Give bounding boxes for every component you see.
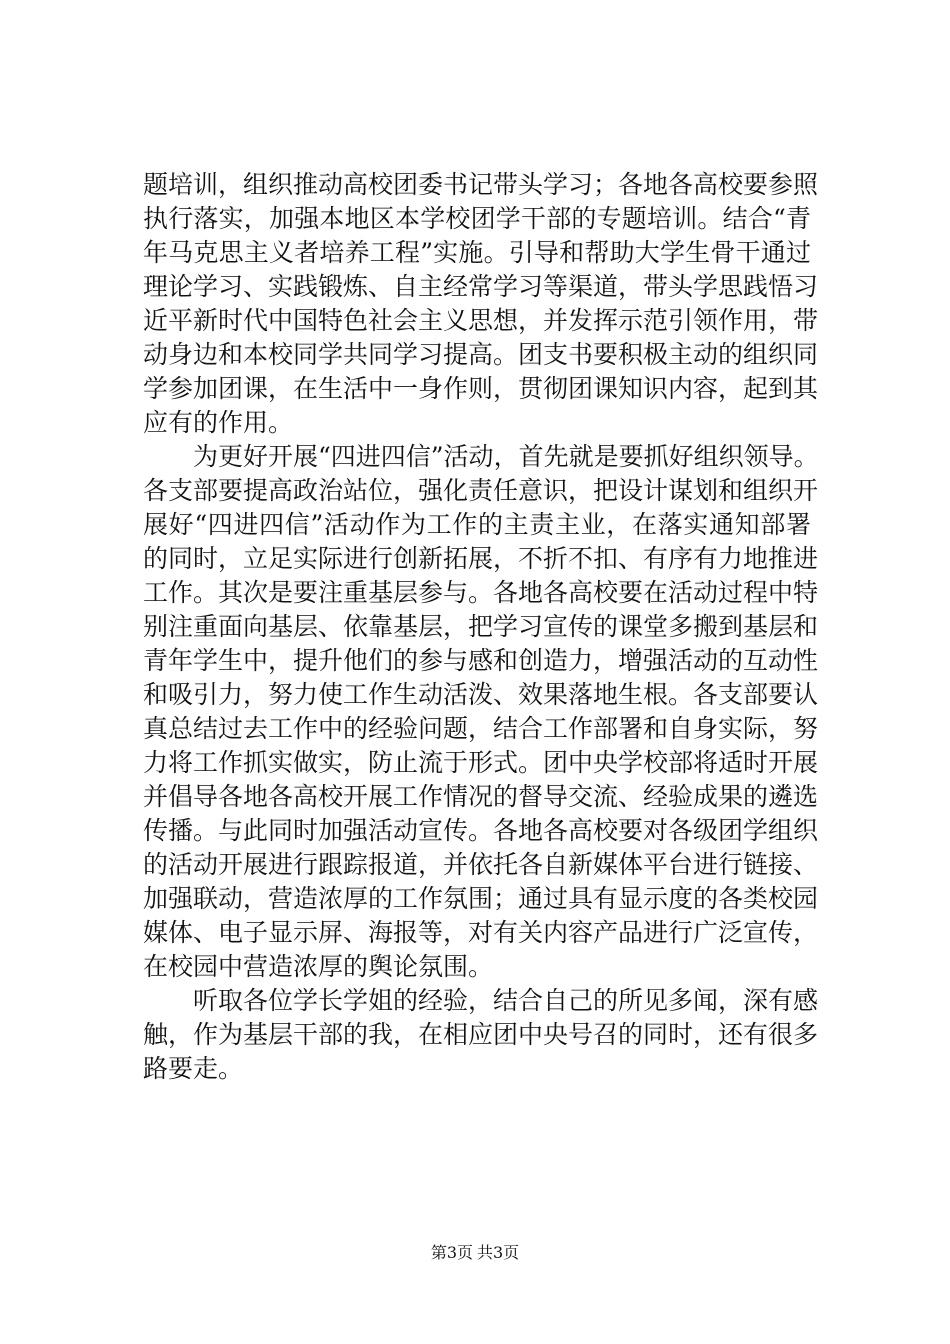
paragraph-3 (143, 984, 819, 1086)
text-line: 执行落实，加强本地区本学校团学干部的专题培训。结合“青 (143, 204, 811, 233)
page-number-total: 共3页 (477, 1243, 520, 1262)
text-line: 媒体、电子显示屏、海报等，对有关内容产品进行广泛宣传， (143, 918, 819, 947)
text-line: 年马克思主义者培养工程”实施。引导和帮助大学生骨干通过 (143, 238, 811, 267)
text-line: 动身边和本校同学共同学习提高。团支书要积极主动的组织同 (143, 340, 819, 369)
text-line: 听取各位学长学姐的经验，结合自己的所见多闻，深有感 (193, 986, 819, 1015)
text-line: 和吸引力，努力使工作生动活泼、效果落地生根。各支部要认 (143, 680, 819, 709)
text-line: 近平新时代中国特色社会主义思想，并发挥示范引领作用，带 (143, 306, 819, 335)
text-line: 并倡导各地各高校开展工作情况的督导交流、经验成果的遴选 (143, 782, 819, 811)
text-line: 工作。其次是要注重基层参与。各地各高校要在活动过程中特 (143, 578, 819, 607)
text-line: 触，作为基层干部的我，在相应团中央号召的同时，还有很多 (143, 1020, 819, 1049)
text-line: 学参加团课，在生活中一身作则，贯彻团课知识内容，起到其 (143, 374, 819, 403)
page-footer (0, 1243, 950, 1263)
text-line: 展好“四进四信”活动作为工作的主责主业，在落实通知部署 (143, 510, 811, 539)
text-line: 各支部要提高政治站位，强化责任意识，把设计谋划和组织开 (143, 476, 819, 505)
text-line: 别注重面向基层、依靠基层，把学习宣传的课堂多搬到基层和 (143, 612, 819, 641)
text-line: 力将工作抓实做实，防止流于形式。团中央学校部将适时开展 (143, 748, 819, 777)
text-line: 在校园中营造浓厚的舆论氛围。 (143, 952, 494, 981)
page-number-current: 第3页 (430, 1243, 473, 1262)
text-line: 的同时，立足实际进行创新拓展，不折不扣、有序有力地推进 (143, 544, 819, 573)
paragraph-2 (143, 440, 819, 984)
text-line: 为更好开展“四进四信”活动，首先就是要抓好组织领导。 (193, 442, 819, 471)
text-line: 加强联动，营造浓厚的工作氛围；通过具有显示度的各类校园 (143, 884, 819, 913)
text-line: 理论学习、实践锻炼、自主经常学习等渠道，带头学思践悟习 (143, 272, 819, 301)
text-line: 真总结过去工作中的经验问题，结合工作部署和自身实际，努 (143, 714, 819, 743)
text-line: 青年学生中，提升他们的参与感和创造力，增强活动的互动性 (143, 646, 819, 675)
text-line: 的活动开展进行跟踪报道，并依托各自新媒体平台进行链接、 (143, 850, 819, 879)
text-line: 题培训，组织推动高校团委书记带头学习；各地各高校要参照 (143, 170, 819, 199)
text-line: 路要走。 (143, 1054, 244, 1083)
paragraph-1 (143, 168, 819, 440)
text-line: 传播。与此同时加强活动宣传。各地各高校要对各级团学组织 (143, 816, 819, 845)
text-line: 应有的作用。 (143, 408, 294, 437)
document-body (143, 168, 819, 1086)
